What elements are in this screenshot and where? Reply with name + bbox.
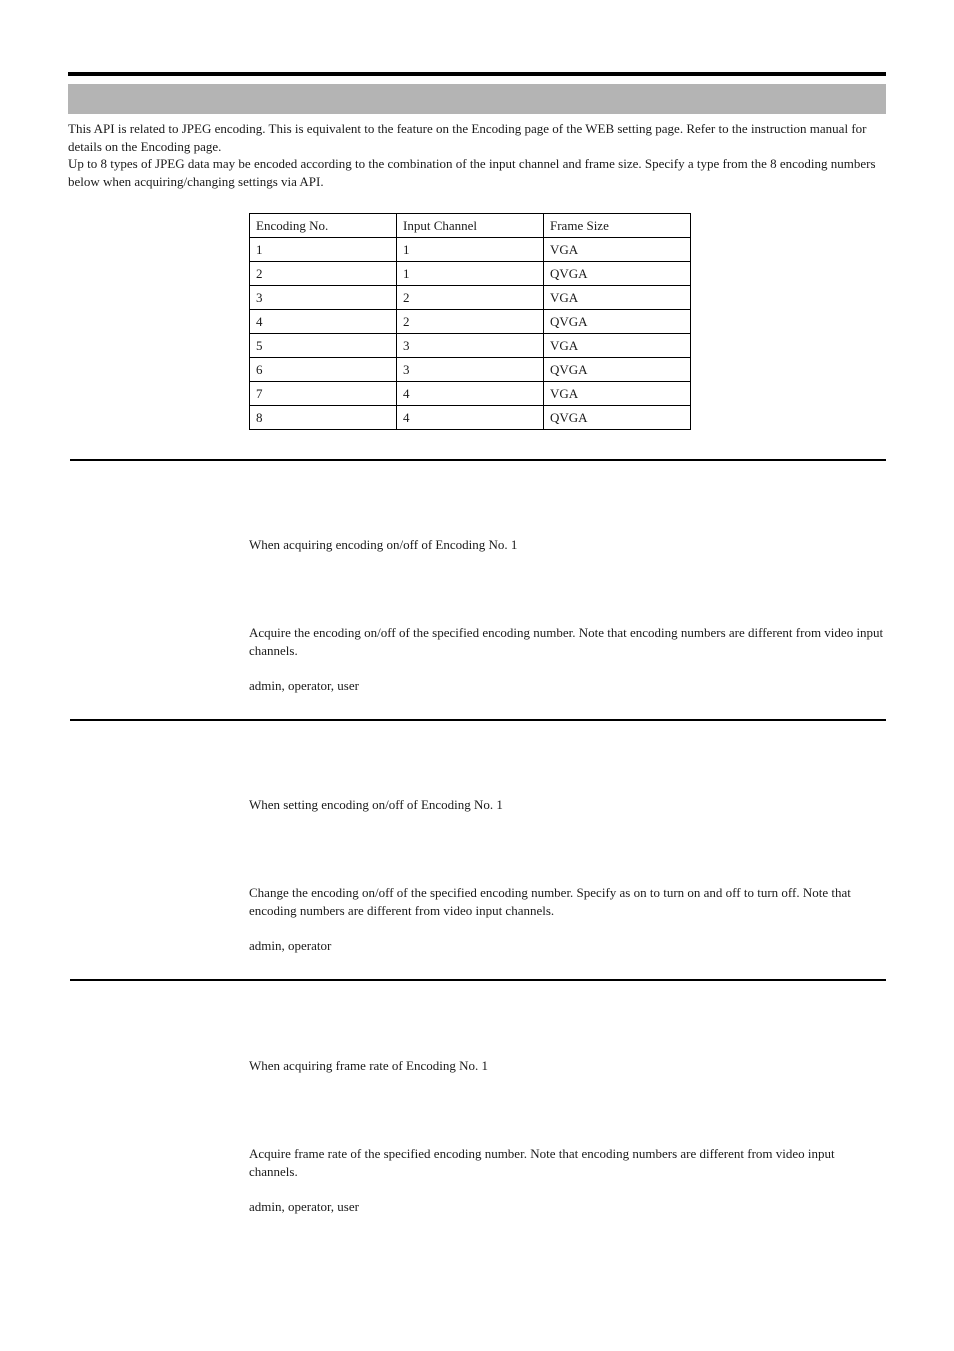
section-header-bar — [68, 84, 886, 114]
table-row — [250, 238, 691, 262]
table-header-row — [250, 214, 691, 238]
table-cell-input-channel: 4 — [397, 382, 544, 406]
section-description-text: Acquire the encoding on/off of the specified encoding number. Note that encoding numbers are different from video input channels. — [249, 625, 884, 658]
section-example-text: When setting encoding on/off of Encoding No. 1 — [249, 797, 503, 812]
section-divider — [70, 719, 886, 721]
section-access-levels: admin, operator — [249, 938, 332, 953]
table-cell-encoding-no: 3 — [250, 286, 397, 310]
table-cell-frame-size: VGA — [544, 382, 691, 406]
intro-paragraph-1: This API is related to JPEG encoding. This is equivalent to the feature on the Encoding page of the WEB setting page. Refer to the instruction manual for details on the Encoding page. — [68, 121, 867, 154]
section-example-text: When acquiring frame rate of Encoding No. 1 — [249, 1058, 488, 1073]
table-cell-frame-size: VGA — [544, 286, 691, 310]
table-row — [250, 334, 691, 358]
table-row — [250, 262, 691, 286]
table-cell-input-channel: 1 — [397, 262, 544, 286]
column-header-encoding-no: Encoding No. — [250, 214, 397, 238]
table-row — [250, 406, 691, 430]
table-cell-frame-size: QVGA — [544, 310, 691, 334]
table-row — [250, 358, 691, 382]
section-description-text: Acquire frame rate of the specified encoding number. Note that encoding numbers are different from video input channels. — [249, 1146, 835, 1179]
table-cell-encoding-no: 5 — [250, 334, 397, 358]
table-cell-encoding-no: 1 — [250, 238, 397, 262]
intro-paragraph-2: Up to 8 types of JPEG data may be encoded according to the combination of the input channel and frame size. Specify a type from the 8 encoding numbers below when acquiring/changing settings via API. — [68, 156, 876, 189]
section-divider — [70, 979, 886, 981]
table-cell-input-channel: 2 — [397, 286, 544, 310]
table-cell-encoding-no: 2 — [250, 262, 397, 286]
section-example-text: When acquiring encoding on/off of Encoding No. 1 — [249, 537, 518, 552]
table-cell-input-channel: 2 — [397, 310, 544, 334]
table-cell-frame-size: QVGA — [544, 406, 691, 430]
table-cell-frame-size: QVGA — [544, 262, 691, 286]
table-cell-frame-size: VGA — [544, 334, 691, 358]
table-cell-encoding-no: 6 — [250, 358, 397, 382]
table-row — [250, 382, 691, 406]
table-cell-encoding-no: 7 — [250, 382, 397, 406]
top-rule — [68, 72, 886, 76]
table-cell-encoding-no: 8 — [250, 406, 397, 430]
table-cell-frame-size: VGA — [544, 238, 691, 262]
table-cell-input-channel: 1 — [397, 238, 544, 262]
table-cell-input-channel: 3 — [397, 358, 544, 382]
table-cell-encoding-no: 4 — [250, 310, 397, 334]
table-row — [250, 310, 691, 334]
section-description-text: Change the encoding on/off of the specified encoding number. Specify as on to turn on and off to turn off. Note that encoding numbers are different from video input channels. — [249, 885, 851, 918]
section-divider — [70, 459, 886, 461]
column-header-frame-size: Frame Size — [544, 214, 691, 238]
encoding-table — [249, 213, 691, 430]
column-header-input-channel: Input Channel — [397, 214, 544, 238]
table-row — [250, 286, 691, 310]
table-cell-frame-size: QVGA — [544, 358, 691, 382]
table-cell-input-channel: 4 — [397, 406, 544, 430]
section-access-levels: admin, operator, user — [249, 678, 359, 693]
section-access-levels: admin, operator, user — [249, 1199, 359, 1214]
table-cell-input-channel: 3 — [397, 334, 544, 358]
